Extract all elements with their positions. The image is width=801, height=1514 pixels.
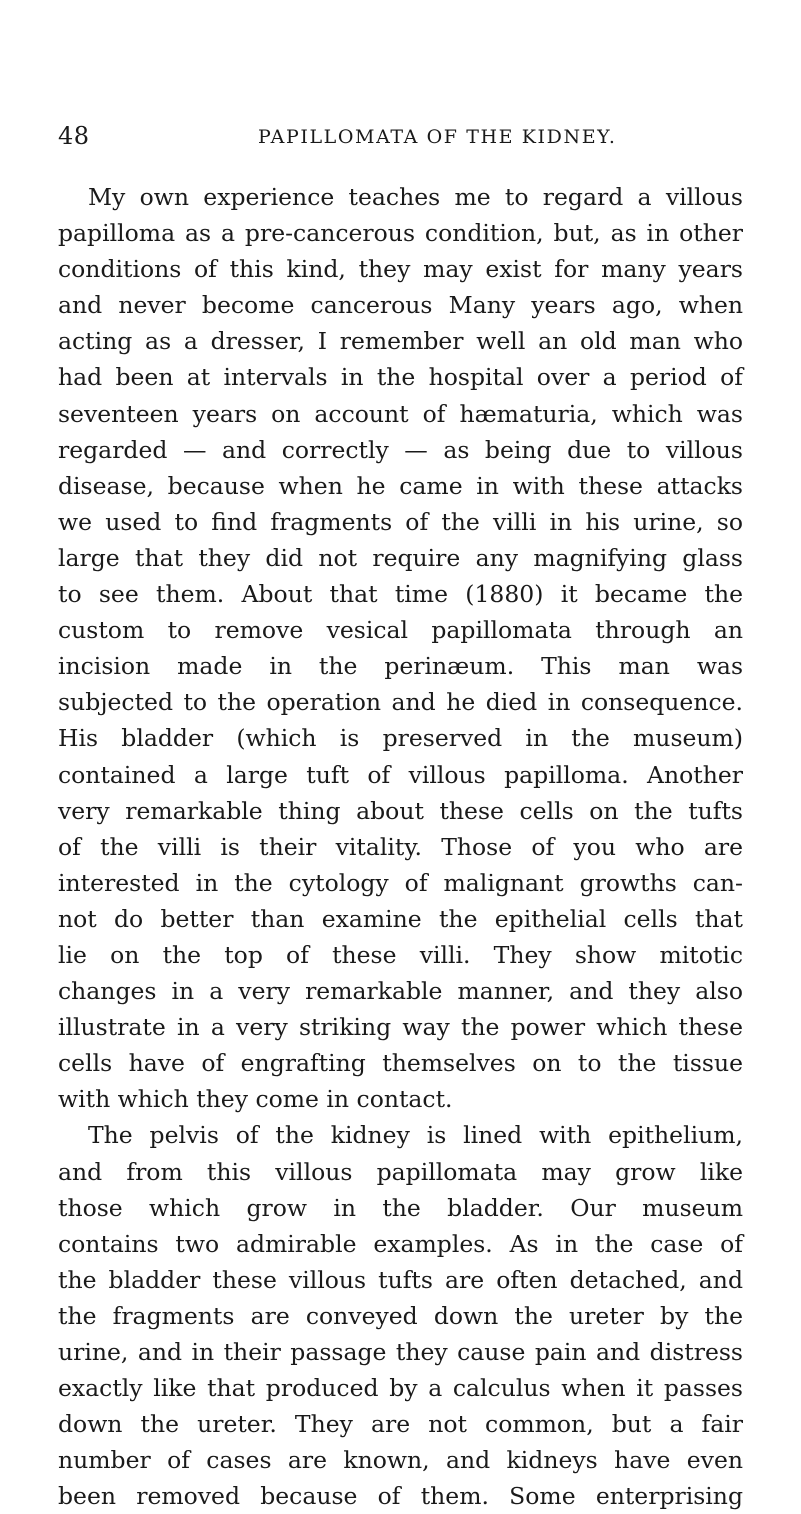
text-line: number of cases are known, and kidneys have even xyxy=(58,1446,743,1475)
page-number: 48 xyxy=(58,122,90,150)
text-line: with which they come in contact. xyxy=(58,1085,453,1114)
text-line: interested in the cytology of malignant growths can- xyxy=(58,868,743,897)
text-line: not do better than examine the epithelial cells that xyxy=(58,904,743,933)
text-line: the fragments are conveyed down the ureter by the xyxy=(58,1301,743,1330)
text-line: large that they did not require any magnifying glass xyxy=(58,543,743,572)
text-line: we used to find fragments of the villi in his urine, so xyxy=(58,507,743,536)
text-line: disease, because when he came in with these attacks xyxy=(58,471,743,500)
text-line: down the ureter. They are not common, but a fair xyxy=(58,1410,743,1439)
text-line: His bladder (which is preserved in the museum) xyxy=(58,724,743,753)
text-line: custom to remove vesical papillomata through an xyxy=(58,616,743,645)
text-line: been removed because of them. Some enterprising xyxy=(58,1482,743,1511)
text-line: regarded — and correctly — as being due to villous xyxy=(58,435,743,464)
text-line: seventeen years on account of hæmaturia, which was xyxy=(58,399,743,428)
text-line: incision made in the perinæum. This man was xyxy=(58,652,743,681)
text-line: and from this villous papillomata may grow like xyxy=(58,1157,743,1186)
text-line: and never become cancerous Many years ago, when xyxy=(58,291,743,320)
text-line: cells have of engrafting themselves on to the tissue xyxy=(58,1049,743,1078)
text-line: contained a large tuft of villous papilloma. Another xyxy=(58,760,743,789)
text-line: exactly like that produced by a calculus when it passes xyxy=(58,1374,743,1403)
running-head xyxy=(58,122,738,152)
text-line: to see them. About that time (1880) it became the xyxy=(58,580,743,609)
text-line: acting as a dresser, I remember well an old man who xyxy=(58,327,743,356)
text-line: changes in a very remarkable manner, and they also xyxy=(58,977,743,1006)
text-line: urine, and in their passage they cause pain and distress xyxy=(58,1338,743,1366)
text-line: conditions of this kind, they may exist for many years xyxy=(58,255,743,284)
text-line: My own experience teaches me to regard a villous xyxy=(88,183,743,211)
text-line: the bladder these villous tufts are often detached, and xyxy=(58,1265,743,1294)
text-line: very remarkable thing about these cells on the tufts xyxy=(58,796,743,825)
body-text xyxy=(58,179,743,1514)
text-line: subjected to the operation and he died in consequence. xyxy=(58,688,743,717)
text-line: had been at intervals in the hospital over a period of xyxy=(58,363,743,392)
text-line: of the villi is their vitality. Those of you who are xyxy=(58,832,743,861)
text-line: lie on the top of these villi. They show mitotic xyxy=(58,940,743,969)
text-line: papilloma as a pre-cancerous condition, but, as in other xyxy=(58,219,743,248)
running-title: PAPILLOMATA OF THE KIDNEY. xyxy=(258,126,617,148)
text-line: The pelvis of the kidney is lined with epithelium, xyxy=(88,1121,743,1150)
text-line: contains two admirable examples. As in the case of xyxy=(58,1229,743,1258)
text-line: those which grow in the bladder. Our museum xyxy=(58,1193,743,1222)
text-line: illustrate in a very striking way the power which these xyxy=(58,1013,743,1042)
